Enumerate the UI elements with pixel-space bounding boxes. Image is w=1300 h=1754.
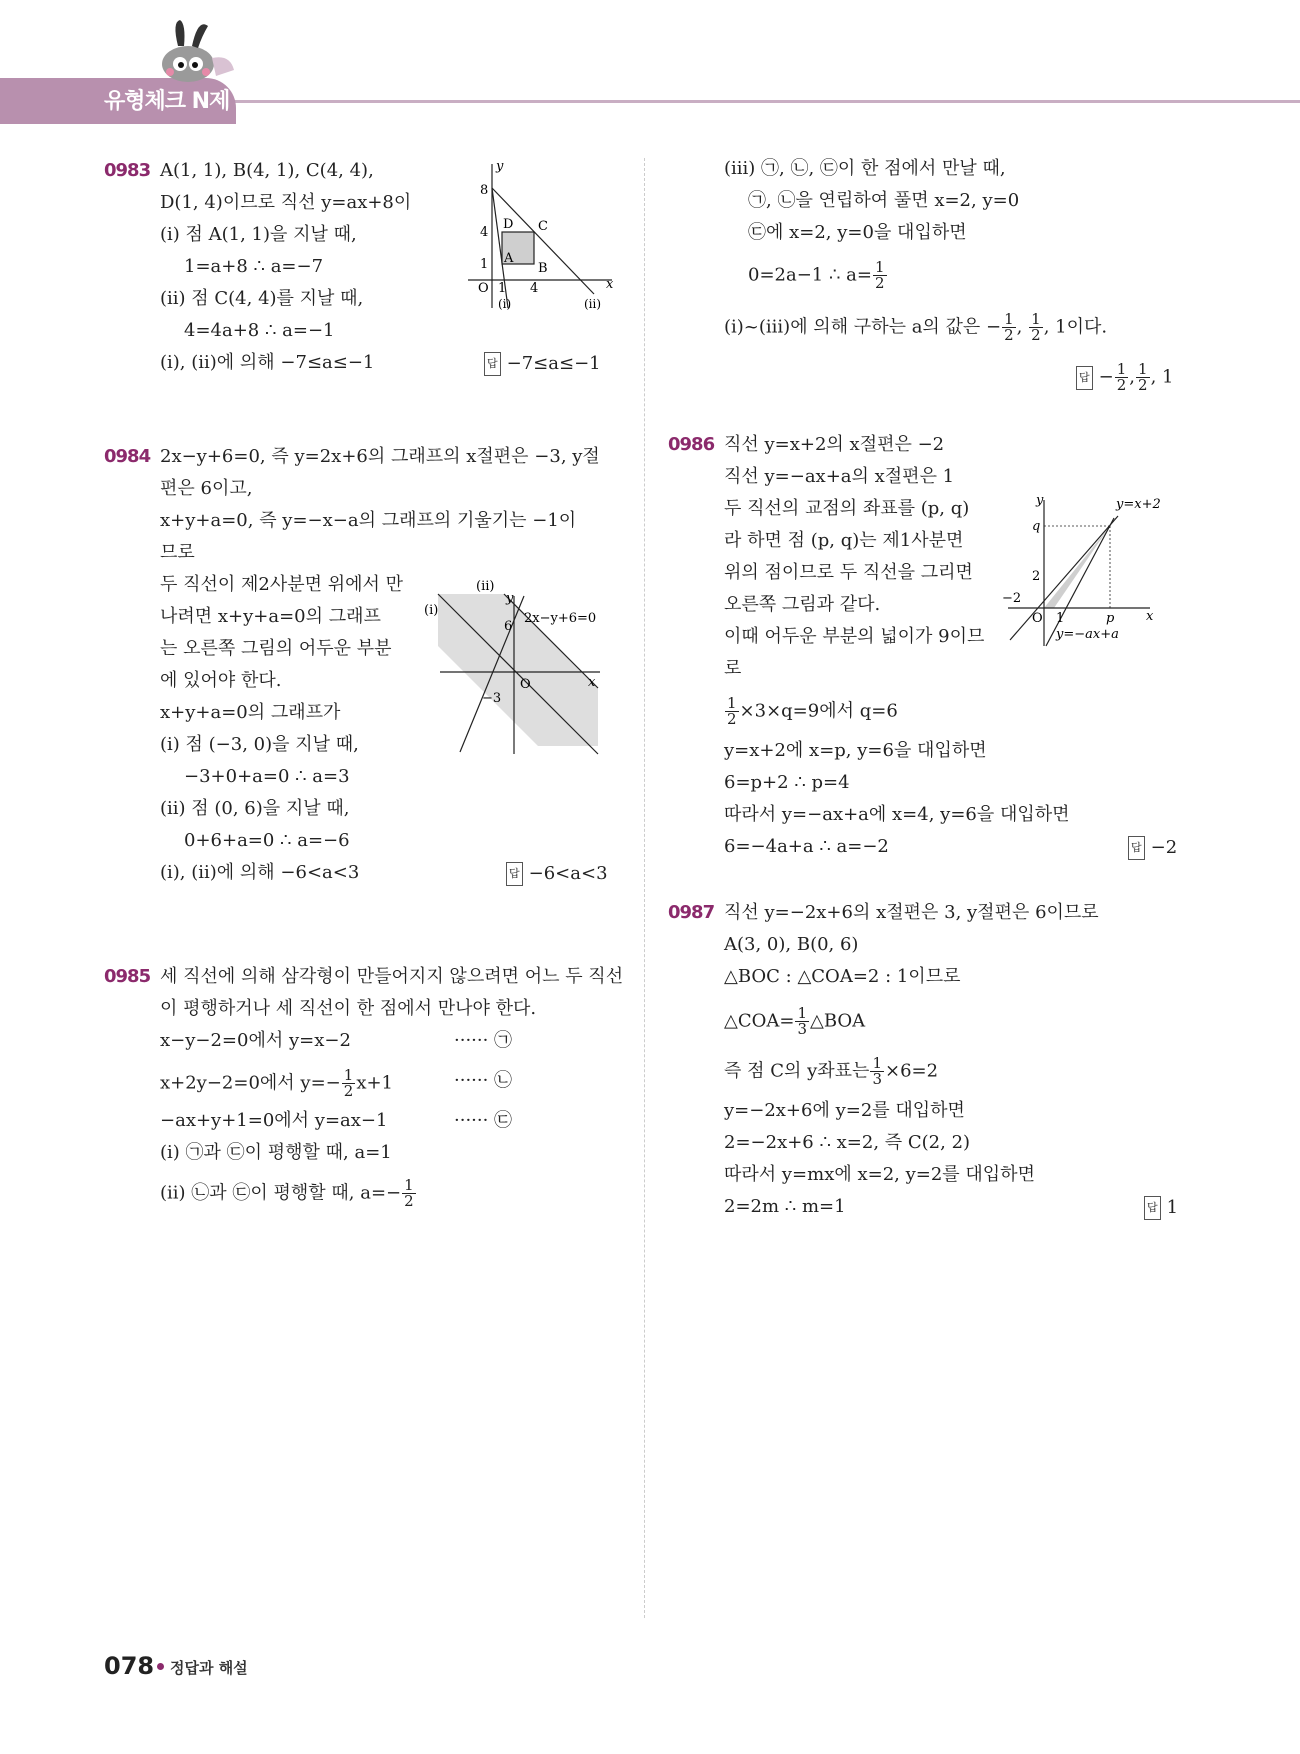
solution-line: (ⅰ), (ⅱ)에 의해 −7≤a≤−1 [160, 352, 375, 373]
mascot-icon [150, 14, 240, 92]
problem-number: 0987 [668, 902, 715, 923]
dots-label: ······ ㉡ [454, 1070, 513, 1091]
solution-line: 오른쪽 그림과 같다. [724, 594, 881, 615]
bullet-icon [157, 1663, 164, 1670]
tick-label: 1 [498, 281, 507, 296]
tick-label: 6 [504, 619, 513, 634]
line-label: (ⅰ) [498, 297, 512, 311]
line-part: △COA= [724, 1010, 795, 1032]
solution-line: A(3, 0), B(0, 6) [724, 934, 859, 955]
solution-line: 는 오른쪽 그림의 어두운 부분 [160, 638, 392, 659]
solution-line: A(1, 1), B(4, 1), C(4, 4), [160, 160, 374, 181]
solution-line: 6=p+2 ∴ p=4 [724, 772, 850, 793]
frac-num: 1 [1138, 360, 1148, 378]
point-label: A [504, 251, 514, 266]
page-number: 078 [104, 1652, 155, 1680]
solution-line: 편은 6이고, [160, 478, 253, 499]
line-part: , 1이다. [1043, 316, 1108, 338]
figure-0983 [460, 158, 620, 314]
line-part: ×6=2 [884, 1060, 939, 1082]
point-label: D [503, 217, 514, 232]
solution-line: 에 있어야 한다. [160, 670, 282, 691]
dots-label: ······ ㉢ [454, 1110, 513, 1131]
tick-label: −3 [482, 691, 502, 706]
frac-den: 2 [343, 1082, 354, 1100]
line-part: 0=2a−1 ∴ a= [748, 264, 872, 286]
problem-number: 0986 [668, 434, 715, 455]
tick-label: 4 [530, 281, 539, 296]
frac-num: 1 [874, 258, 885, 276]
origin-label: O [520, 677, 531, 692]
solution-line: (ⅰ) 점 (−3, 0)을 지날 때, [160, 734, 359, 755]
answer-mark: 답 [1076, 366, 1093, 390]
solution-line: 4=4a+8 ∴ a=−1 [184, 320, 335, 341]
axis-label: y [506, 591, 514, 606]
solution-line [724, 312, 1107, 343]
line-part: (ⅰ)~(ⅲ)에 의해 구하는 a의 값은 − [724, 316, 1002, 338]
solution-line: 직선 y=−ax+a의 x절편은 1 [724, 466, 955, 487]
solution-line: 따라서 y=−ax+a에 x=4, y=6을 대입하면 [724, 804, 1070, 825]
figure-0984 [420, 576, 620, 756]
solution-line [724, 1056, 938, 1087]
frac-den: 3 [872, 1070, 882, 1088]
answer-value: , 1 [1150, 366, 1174, 388]
line-part: x+1 [356, 1072, 393, 1094]
fraction [725, 696, 739, 727]
fraction [1115, 362, 1129, 393]
answer-sep: , [1129, 366, 1136, 388]
solution-line: y=−2x+6에 y=2를 대입하면 [724, 1100, 965, 1121]
frac-den: 2 [1004, 326, 1014, 344]
answer-value: 1 [1166, 1197, 1179, 1218]
frac-num: 1 [1004, 310, 1014, 328]
dots-label: ······ ㉠ [454, 1030, 513, 1051]
tick-label: −2 [1002, 591, 1022, 606]
solution-line: −3+0+a=0 ∴ a=3 [184, 766, 350, 787]
frac-num: 1 [797, 1004, 807, 1022]
solution-line: x+y+a=0, 즉 y=−x−a의 그래프의 기울기는 −1이 [160, 510, 577, 531]
frac-den: 2 [1116, 376, 1127, 394]
solution-line: (ⅰ), (ⅱ)에 의해 −6<a<3 [160, 862, 360, 883]
line-part: 즉 점 C의 y좌표는 [724, 1060, 870, 1082]
frac-den: 2 [1138, 376, 1148, 394]
fraction [1136, 362, 1150, 393]
frac-num: 1 [404, 1176, 414, 1194]
axis-label: x [1146, 609, 1154, 624]
solution-line: 두 직선이 제2사분면 위에서 만 [160, 574, 403, 595]
answer [484, 352, 601, 376]
equation-label: y=−ax+a [1056, 627, 1119, 642]
solution-line: (ⅱ) 점 (0, 6)을 지날 때, [160, 798, 350, 819]
solution-line: 므로 [160, 542, 195, 563]
fraction [402, 1178, 416, 1209]
line-part: (ⅱ) ㉡과 ㉢이 평행할 때, a=− [160, 1182, 402, 1204]
answer [1076, 362, 1173, 393]
line-part: , [1016, 316, 1023, 338]
solution-line [160, 1178, 417, 1209]
solution-line: 이 평행하거나 세 직선이 한 점에서 만나야 한다. [160, 998, 537, 1019]
axis-label: x [606, 277, 614, 292]
fraction [1029, 312, 1043, 343]
solution-line: 따라서 y=mx에 x=2, y=2를 대입하면 [724, 1164, 1035, 1185]
tick-label: 2 [1032, 569, 1041, 584]
solution-line: −ax+y+1=0에서 y=ax−1 [160, 1110, 388, 1131]
line-part: ×3×q=9에서 q=6 [739, 700, 898, 722]
origin-label: O [478, 281, 489, 296]
tick-label: p [1106, 611, 1115, 626]
frac-num: 1 [1116, 360, 1127, 378]
solution-line [724, 696, 898, 727]
problem-number: 0984 [104, 446, 151, 467]
answer [506, 862, 608, 886]
answer-value: −6<a<3 [528, 863, 608, 884]
origin-label: O [1032, 611, 1043, 626]
solution-line: 로 [724, 658, 742, 679]
solution-line: 라 하면 점 (p, q)는 제1사분면 [724, 530, 964, 551]
frac-num: 1 [343, 1066, 354, 1084]
answer-value: −7≤a≤−1 [506, 353, 601, 374]
solution-line: 1=a+8 ∴ a=−7 [184, 256, 324, 277]
problem-number: 0983 [104, 160, 151, 181]
line-label: (ⅱ) [476, 579, 495, 594]
solution-line: 2=2m ∴ m=1 [724, 1196, 846, 1217]
axis-label: y [496, 159, 504, 174]
solution-line: ㉢에 x=2, y=0을 대입하면 [748, 222, 967, 243]
fraction [342, 1068, 356, 1099]
figure-0986 [1000, 490, 1190, 650]
frac-den: 2 [404, 1192, 414, 1210]
footer-label: 정답과 해설 [170, 1659, 248, 1677]
answer-mark: 답 [484, 352, 501, 376]
solution-line: 2=−2x+6 ∴ x=2, 즉 C(2, 2) [724, 1132, 971, 1153]
answer [1128, 836, 1177, 860]
solution-line: 2x−y+6=0, 즉 y=2x+6의 그래프의 x절편은 −3, y절 [160, 446, 600, 467]
point-label: B [538, 261, 548, 276]
header-rule [200, 100, 1300, 103]
solution-line: 세 직선에 의해 삼각형이 만들어지지 않으려면 어느 두 직선 [160, 966, 624, 987]
solution-line: ㉠, ㉡을 연립하여 풀면 x=2, y=0 [748, 190, 1020, 211]
solution-line: 0+6+a=0 ∴ a=−6 [184, 830, 350, 851]
fraction [1002, 312, 1016, 343]
header-title: 유형체크 N제 [104, 89, 230, 114]
answer-mark: 답 [1144, 1196, 1161, 1220]
solution-line: x+y+a=0의 그래프가 [160, 702, 341, 723]
answer-mark: 답 [506, 862, 523, 886]
axis-label: x [588, 675, 596, 690]
fraction [873, 260, 887, 291]
point-label: C [538, 219, 548, 234]
answer-value: −2 [1150, 837, 1178, 858]
tick-label: q [1032, 519, 1041, 534]
frac-den: 2 [1031, 326, 1041, 344]
solution-line: (ⅰ) 점 A(1, 1)을 지날 때, [160, 224, 357, 245]
solution-line: 직선 y=−2x+6의 x절편은 3, y절편은 6이므로 [724, 902, 1099, 923]
solution-line: 두 직선의 교점의 좌표를 (p, q) [724, 498, 970, 519]
shaded-triangle [1044, 526, 1110, 608]
tick-label: 8 [480, 183, 489, 198]
tick-label: 1 [1056, 611, 1065, 626]
tick-label: 4 [480, 225, 489, 240]
frac-den: 2 [874, 274, 885, 292]
problem-number: 0985 [104, 966, 151, 987]
solution-line: 6=−4a+a ∴ a=−2 [724, 836, 889, 857]
line-label: (ⅰ) [424, 603, 439, 618]
solution-line [748, 260, 888, 291]
frac-num: 1 [727, 694, 737, 712]
solution-line [724, 1006, 865, 1037]
frac-num: 1 [872, 1054, 882, 1072]
solution-line: 직선 y=x+2의 x절편은 −2 [724, 434, 945, 455]
solution-line: 나려면 x+y+a=0의 그래프 [160, 606, 381, 627]
solution-line: △BOC : △COA=2 : 1이므로 [724, 966, 961, 987]
solution-line: y=x+2에 x=p, y=6을 대입하면 [724, 740, 987, 761]
line-part: x+2y−2=0에서 y=− [160, 1072, 341, 1094]
solution-line: (ⅱ) 점 C(4, 4)를 지날 때, [160, 288, 364, 309]
fraction [870, 1056, 884, 1087]
equation-label: 2x−y+6=0 [524, 611, 597, 626]
frac-num: 1 [1031, 310, 1041, 328]
axis-label: y [1036, 493, 1044, 508]
solution-line: 위의 점이므로 두 직선을 그리면 [724, 562, 973, 583]
solution-line: 이때 어두운 부분의 넓이가 9이므 [724, 626, 985, 647]
solution-line: x−y−2=0에서 y=x−2 [160, 1030, 351, 1051]
tick-label: 1 [480, 257, 489, 272]
equation-label: y=x+2 [1116, 497, 1161, 512]
answer [1144, 1196, 1178, 1220]
line-label: (ⅱ) [584, 297, 602, 311]
answer-value: − [1098, 366, 1114, 388]
solution-line: D(1, 4)이므로 직선 y=ax+8이 [160, 192, 412, 213]
solution-line: (ⅰ) ㉠과 ㉢이 평행할 때, a=1 [160, 1142, 392, 1163]
solution-line: (ⅲ) ㉠, ㉡, ㉢이 한 점에서 만날 때, [724, 158, 1006, 179]
solution-line [160, 1068, 393, 1099]
line-part: △BOA [810, 1010, 866, 1032]
fraction [795, 1006, 809, 1037]
answer-mark: 답 [1128, 836, 1145, 860]
column-divider [644, 158, 645, 1618]
frac-den: 2 [727, 710, 737, 728]
frac-den: 3 [797, 1020, 807, 1038]
